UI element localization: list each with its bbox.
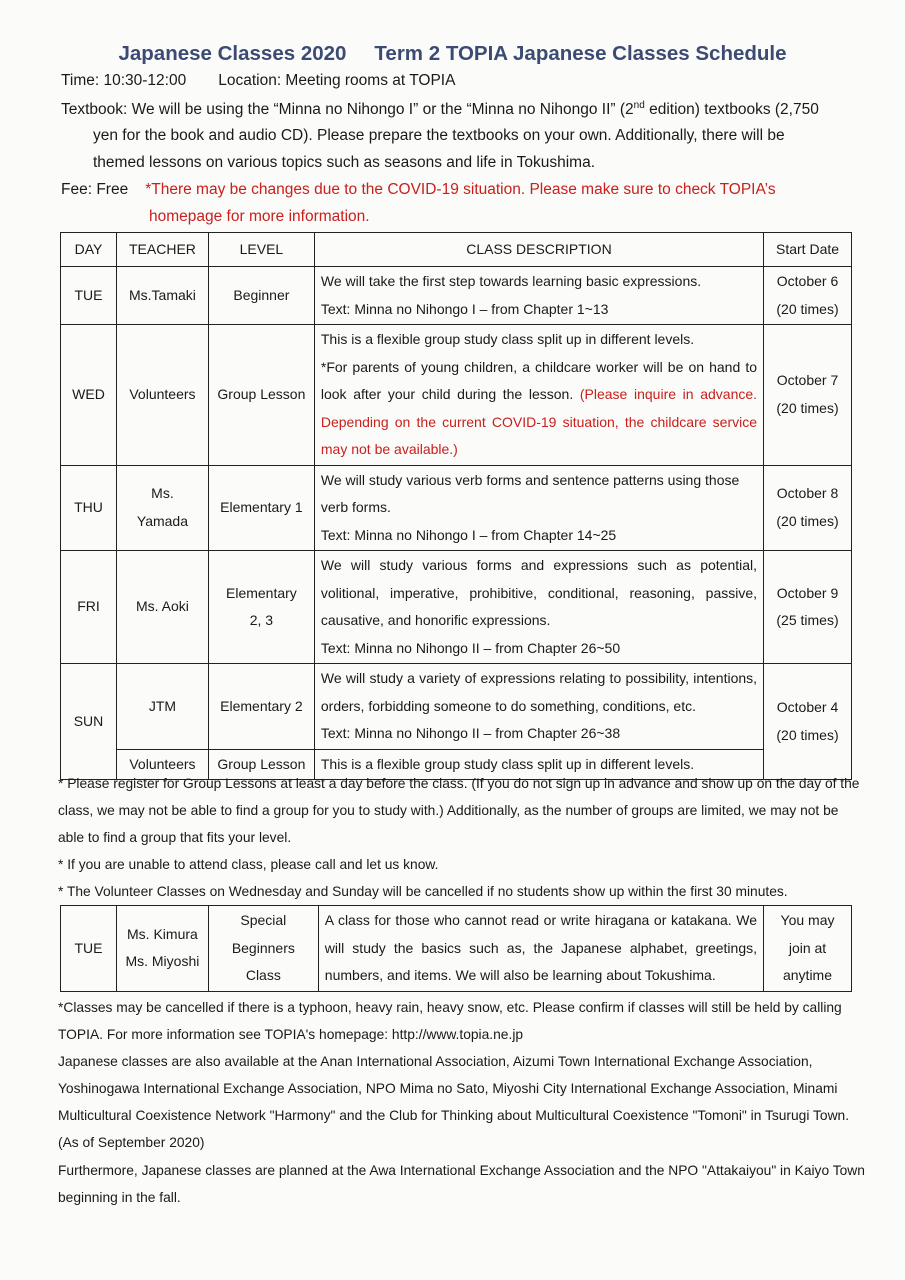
- header-day: DAY: [61, 233, 117, 267]
- description-childcare: [321, 354, 757, 464]
- cell-start-date: [764, 551, 852, 664]
- description-text: We will study a variety of expressions relating to possibility, intentions, orders, forbidding someone to do something, conditions, etc.: [320, 670, 758, 714]
- teacher-title: Ms.: [151, 485, 174, 502]
- note-cancellation: * The Volunteer Classes on Wednesday and Sunday will be cancelled if no students show up within the first 30 minutes.: [58, 884, 788, 899]
- footer-planned-classes: Furthermore, Japanese classes are planned at the Awa International Exchange Association and the NPO "Attakaiyou" in Kaiyo Town beginning in the fall.: [58, 1163, 865, 1205]
- description-textbook: Text: Minna no Nihongo I – from Chapter 14~25: [320, 526, 617, 543]
- title-part2: Term 2 TOPIA Japanese Classes Schedule: [374, 42, 787, 65]
- description-textbook: Text: Minna no Nihongo II – from Chapter 26~38: [320, 725, 621, 741]
- level-line: Beginners: [231, 939, 295, 956]
- session-count: (20 times): [776, 300, 839, 317]
- session-count: (20 times): [776, 399, 839, 416]
- fee-label: Fee: Free: [61, 181, 129, 198]
- textbook-text-b: edition) textbooks (2,750: [644, 101, 819, 119]
- start-date: October 7: [776, 372, 839, 389]
- note-registration: * Please register for Group Lessons at least a day before the class. (If you do not sign up in advance and show up on the day of the class, we may not be able to find a group for you to study with.) Additionally, as the number of groups are limited, we may not be able to find a group that fits your level.: [58, 776, 860, 846]
- cell-description: [314, 551, 763, 664]
- cell-day: TUE: [61, 906, 117, 992]
- childcare-covid-note: (Please inquire in advance. Depending on the current COVID-19 situation, the childcare service may not be available.): [320, 386, 758, 457]
- cell-teacher: Volunteers: [116, 749, 208, 780]
- cell-description: [314, 267, 763, 325]
- cell-level: Beginner: [208, 267, 314, 325]
- footer-other-locations: Japanese classes are also available at the Anan International Association, Aizumi Town International Exchange Association, Yoshinogawa International Exchange Association, NPO Mima no Sato, Miyoshi City International Exchange Association, Minami Multicultural Coexistence Network "Harmony" and the Club for Thinking about Multicultural Coexistence "Tomoni" in Tsurugi Town. (As of September 2020): [58, 1054, 850, 1150]
- cell-start-date: [764, 325, 852, 466]
- time-location-line: [61, 72, 455, 90]
- header-teacher: TEACHER: [116, 233, 208, 267]
- cell-level: Group Lesson: [208, 749, 314, 780]
- cell-start-date: [764, 664, 852, 780]
- description-textbook: Text: Minna no Nihongo I – from Chapter 1~13: [320, 300, 609, 317]
- session-count: (25 times): [776, 612, 839, 628]
- cell-start-date: [764, 906, 852, 992]
- description-text: We will study various verb forms and sentence patterns using those verb forms.: [320, 471, 740, 515]
- description-text: This is a flexible group study class split up in different levels.: [320, 331, 695, 347]
- start-date: October 9: [776, 584, 839, 601]
- location-text: Location: Meeting rooms at TOPIA: [218, 72, 456, 89]
- cell-teacher: [116, 906, 208, 992]
- teacher-name: Ms. Kimura: [127, 925, 198, 942]
- footer-weather-note: *Classes may be cancelled if there is a typhoon, heavy rain, heavy snow, etc. Please confirm if classes will still be held by calling TOPIA. For more information see TOPIA's homepage: http://www.topia.ne.jp: [58, 1000, 842, 1042]
- cell-level: Group Lesson: [208, 325, 314, 466]
- cell-day: FRI: [61, 551, 117, 664]
- start-date: October 4: [776, 699, 839, 715]
- fee-covid-note: *There may be changes due to the COVID-19 situation. Please make sure to check TOPIA’s: [145, 181, 776, 198]
- fee-covid-note-2: homepage for more information.: [149, 208, 370, 225]
- cell-day: TUE: [61, 267, 117, 325]
- table-row-sun: [61, 664, 852, 750]
- start-date: October 6: [776, 273, 839, 289]
- session-count: (20 times): [776, 726, 839, 743]
- cell-description: This is a flexible group study class split up in different levels.: [314, 749, 763, 780]
- textbook-line-3: themed lessons on various topics such as seasons and life in Tokushima.: [93, 154, 596, 171]
- table-row-wed: [61, 325, 852, 466]
- table-row-special: [61, 906, 852, 992]
- cell-teacher: JTM: [116, 664, 208, 750]
- fee-line: [61, 181, 776, 199]
- textbook-sup: nd: [633, 100, 645, 111]
- description-textbook: Text: Minna no Nihongo II – from Chapter 26~50: [320, 639, 621, 656]
- cell-start-date: [764, 465, 852, 551]
- title-part1: Japanese Classes 2020: [118, 42, 347, 65]
- table-row-fri: [61, 551, 852, 664]
- teacher-name: Ms. Miyoshi: [125, 953, 200, 970]
- start-date: October 8: [776, 485, 839, 502]
- cell-level: [208, 551, 314, 664]
- header-description: CLASS DESCRIPTION: [314, 233, 763, 267]
- description-text: We will study various forms and expressions such as potential, volitional, imperative, prohibitive, conditional, reasoning, passive, causative, and honorific expressions.: [320, 557, 758, 628]
- cell-day: WED: [61, 325, 117, 466]
- level-line: Class: [245, 967, 281, 983]
- level-name: Elementary: [226, 584, 297, 601]
- textbook-line-2: yen for the book and audio CD). Please prepare the textbooks on your own. Additionally, there will be: [93, 127, 785, 144]
- cell-description: [314, 465, 763, 551]
- header-start-date: Start Date: [764, 233, 852, 267]
- special-class-table: [60, 905, 852, 992]
- page-title: [0, 42, 905, 66]
- childcare-text: *For parents of young children, a childcare worker will be on hand to look after your child during the lesson.: [320, 358, 758, 402]
- cell-level: Elementary 1: [208, 465, 314, 551]
- level-number: 2, 3: [249, 612, 274, 628]
- table-header-row: [61, 233, 852, 267]
- cell-description: [314, 325, 763, 466]
- description-text: We will take the first step towards learning basic expressions.: [320, 273, 702, 289]
- textbook-line-1: [61, 100, 819, 119]
- cell-start-date: [764, 267, 852, 325]
- start-line: join at: [788, 939, 827, 956]
- start-line: anytime: [782, 967, 833, 983]
- note-attendance: * If you are unable to attend class, please call and let us know.: [58, 857, 439, 872]
- cell-teacher: Ms.Tamaki: [116, 267, 208, 325]
- cell-level: [208, 906, 318, 992]
- level-line: Special: [240, 912, 287, 928]
- cell-teacher: Ms. Aoki: [116, 551, 208, 664]
- cell-day: SUN: [61, 664, 117, 780]
- cell-teacher: Volunteers: [116, 325, 208, 466]
- table-row-thu: [61, 465, 852, 551]
- header-level: LEVEL: [208, 233, 314, 267]
- session-count: (20 times): [776, 512, 839, 529]
- cell-level: Elementary 2: [208, 664, 314, 750]
- teacher-name: Yamada: [136, 512, 188, 529]
- table-row-tue: [61, 267, 852, 325]
- start-line: You may: [780, 912, 835, 928]
- time-text: Time: 10:30-12:00: [61, 72, 187, 89]
- schedule-table: [60, 232, 852, 780]
- cell-description: [314, 664, 763, 750]
- cell-teacher: [116, 465, 208, 551]
- textbook-text-a: Textbook: We will be using the “Minna no Nihongo I” or the “Minna no Nihongo II” (2: [61, 101, 634, 119]
- cell-description: A class for those who cannot read or write hiragana or katakana. We will study the basics such as, the Japanese alphabet, greetings, numbers, and items. We will also be learning about Tokushima.: [318, 906, 763, 992]
- cell-day: THU: [61, 465, 117, 551]
